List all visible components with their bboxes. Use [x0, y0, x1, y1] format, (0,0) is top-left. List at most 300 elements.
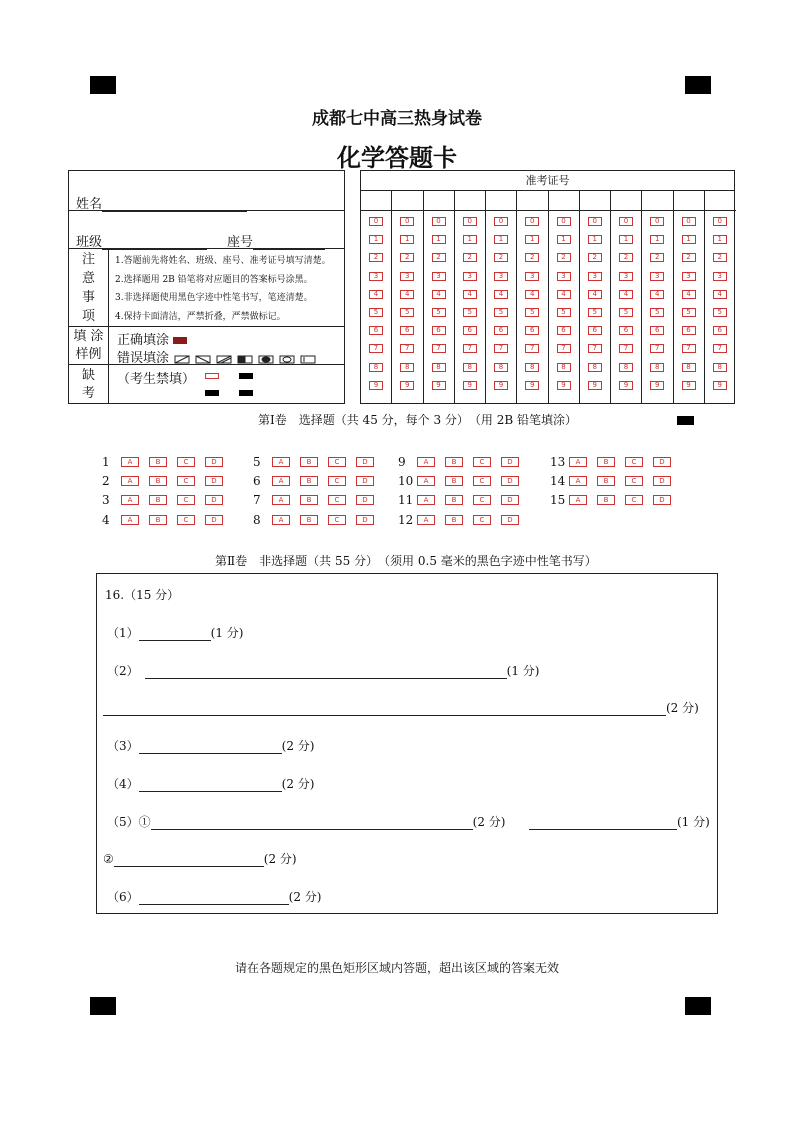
digit-bubble[interactable]: 8 — [463, 363, 477, 372]
option-bubble-c[interactable]: C — [328, 457, 346, 467]
class-label: 班级 — [76, 235, 103, 250]
option-bubble-d[interactable]: D — [205, 495, 223, 505]
exam-number-column — [455, 191, 486, 403]
alignment-mark-bottom-right — [685, 997, 711, 1015]
digit-bubble[interactable]: 6 — [463, 326, 477, 335]
option-bubble-a[interactable]: A — [569, 476, 587, 486]
option-bubble-a[interactable]: A — [569, 495, 587, 505]
option-bubble-c[interactable]: C — [177, 515, 195, 525]
exam-number-write-cell[interactable] — [392, 191, 422, 211]
q16-part2 — [107, 662, 539, 679]
digit-bubble[interactable]: 4 — [400, 290, 414, 299]
q16-part2-cont — [103, 699, 699, 716]
digit-bubble[interactable]: 2 — [494, 253, 508, 262]
digit-bubble[interactable]: 3 — [369, 272, 383, 281]
example-row — [69, 327, 344, 365]
exam-number-column — [674, 191, 705, 403]
question-number: 5 — [253, 455, 261, 469]
option-bubble-a[interactable]: A — [417, 515, 435, 525]
digit-bubble[interactable]: 4 — [588, 290, 602, 299]
notes-row — [69, 249, 344, 327]
exam-number-write-cell[interactable] — [705, 191, 736, 211]
option-bubble-b[interactable]: B — [445, 495, 463, 505]
answer-blank[interactable] — [114, 854, 264, 867]
section2-title: 第Ⅱ卷 非选择题（共 55 分） （须用 0.5 毫米的黑色字迹中性笔书写） — [215, 554, 597, 568]
option-bubble-b[interactable]: B — [149, 476, 167, 486]
digit-bubble[interactable]: 1 — [713, 235, 727, 244]
option-bubble-c[interactable]: C — [328, 515, 346, 525]
example-label-line: 样例 — [75, 347, 102, 362]
digit-bubble[interactable]: 6 — [650, 326, 664, 335]
digit-bubble[interactable]: 1 — [463, 235, 477, 244]
digit-bubble[interactable]: 1 — [369, 235, 383, 244]
digit-bubble[interactable]: 6 — [494, 326, 508, 335]
option-bubble-b[interactable]: B — [597, 457, 615, 467]
option-bubble-b[interactable]: B — [445, 515, 463, 525]
footer-note: 请在各题规定的黑色矩形区域内答题，超出该区域的答案无效 — [234, 961, 559, 975]
option-bubble-a[interactable]: A — [272, 476, 290, 486]
option-bubble-d[interactable]: D — [356, 476, 374, 486]
digit-bubble[interactable]: 9 — [682, 381, 696, 390]
digit-bubble[interactable]: 3 — [432, 272, 446, 281]
digit-bubble[interactable]: 5 — [400, 308, 414, 317]
answer-blank[interactable] — [139, 892, 289, 905]
absent-label — [69, 365, 109, 404]
exam-number-grid — [360, 170, 735, 404]
card-title: 化学答题卡 — [337, 143, 457, 172]
digit-bubble[interactable]: 2 — [619, 253, 633, 262]
digit-bubble[interactable]: 1 — [400, 235, 414, 244]
digit-bubble[interactable]: 7 — [588, 344, 602, 353]
q16-answer-box — [96, 573, 718, 914]
digit-bubble[interactable]: 3 — [525, 272, 539, 281]
option-bubble-d[interactable]: D — [205, 476, 223, 486]
digit-bubble[interactable]: 0 — [713, 217, 727, 226]
digit-bubble[interactable]: 9 — [713, 381, 727, 390]
digit-bubble[interactable]: 3 — [463, 272, 477, 281]
notes-list — [115, 252, 331, 326]
digit-bubble[interactable]: 1 — [588, 235, 602, 244]
digit-bubble[interactable]: 9 — [650, 381, 664, 390]
note-item: 3.非选择题使用黑色字迹中性笔书写，笔迹清楚。 — [115, 293, 313, 303]
absent-mark — [239, 390, 253, 396]
digit-bubble[interactable]: 9 — [400, 381, 414, 390]
digit-bubble[interactable]: 5 — [619, 308, 633, 317]
example-label — [69, 327, 109, 364]
points: (2 分) — [472, 815, 506, 829]
example-label-line: 填 涂 — [73, 329, 104, 344]
digit-bubble[interactable]: 0 — [588, 217, 602, 226]
exam-number-column — [611, 191, 642, 403]
option-bubble-c[interactable]: C — [625, 495, 643, 505]
digit-bubble[interactable]: 4 — [494, 290, 508, 299]
digit-bubble[interactable]: 2 — [400, 253, 414, 262]
option-bubble-b[interactable]: B — [300, 495, 318, 505]
digit-bubble[interactable]: 5 — [432, 308, 446, 317]
exam-number-column — [517, 191, 548, 403]
q16-part6 — [107, 888, 321, 905]
digit-bubble[interactable]: 1 — [619, 235, 633, 244]
digit-bubble[interactable]: 9 — [557, 381, 571, 390]
option-bubble-a[interactable]: A — [417, 457, 435, 467]
digit-bubble[interactable]: 7 — [619, 344, 633, 353]
option-bubble-d[interactable]: D — [653, 476, 671, 486]
option-bubble-a[interactable]: A — [272, 457, 290, 467]
digit-bubble[interactable]: 3 — [619, 272, 633, 281]
exam-number-column — [705, 191, 736, 403]
digit-bubble[interactable]: 5 — [369, 308, 383, 317]
option-bubble-d[interactable]: D — [205, 515, 223, 525]
digit-bubble[interactable]: 8 — [400, 363, 414, 372]
exam-number-column — [486, 191, 517, 403]
option-bubble-d[interactable]: D — [501, 457, 519, 467]
option-bubble-d[interactable]: D — [501, 476, 519, 486]
option-bubble-c[interactable]: C — [177, 495, 195, 505]
option-bubble-d[interactable]: D — [653, 457, 671, 467]
digit-bubble[interactable]: 2 — [650, 253, 664, 262]
q16-part1 — [107, 624, 243, 641]
digit-bubble[interactable]: 5 — [494, 308, 508, 317]
digit-bubble[interactable]: 8 — [525, 363, 539, 372]
digit-bubble[interactable]: 9 — [525, 381, 539, 390]
correct-example — [117, 329, 187, 348]
name-label: 姓名 — [76, 197, 103, 212]
points: (2 分) — [666, 701, 699, 715]
option-bubble-a[interactable]: A — [417, 495, 435, 505]
digit-bubble[interactable]: 0 — [494, 217, 508, 226]
exam-number-write-cell[interactable] — [549, 191, 579, 211]
question-number: 4 — [102, 513, 110, 527]
option-bubble-c[interactable]: C — [328, 495, 346, 505]
digit-bubble[interactable]: 7 — [650, 344, 664, 353]
digit-bubble[interactable]: 0 — [557, 217, 571, 226]
exam-number-write-cell[interactable] — [455, 191, 485, 211]
option-bubble-a[interactable]: A — [569, 457, 587, 467]
part-label: （5）① — [107, 815, 151, 829]
part-label: ② — [103, 852, 114, 866]
digit-bubble[interactable]: 5 — [650, 308, 664, 317]
digit-bubble[interactable]: 0 — [682, 217, 696, 226]
question-number: 1 — [102, 455, 110, 469]
digit-bubble[interactable]: 6 — [400, 326, 414, 335]
option-bubble-d[interactable]: D — [356, 495, 374, 505]
option-bubble-d[interactable]: D — [356, 515, 374, 525]
digit-bubble[interactable]: 4 — [432, 290, 446, 299]
digit-bubble[interactable]: 3 — [400, 272, 414, 281]
option-bubble-c[interactable]: C — [177, 476, 195, 486]
option-bubble-d[interactable]: D — [356, 457, 374, 467]
digit-bubble[interactable]: 7 — [400, 344, 414, 353]
option-bubble-c[interactable]: C — [177, 457, 195, 467]
digit-bubble[interactable]: 3 — [557, 272, 571, 281]
alignment-mark-bottom-left — [90, 997, 116, 1015]
part-label: （6） — [107, 890, 139, 904]
digit-bubble[interactable]: 2 — [369, 253, 383, 262]
exam-number-write-cell[interactable] — [642, 191, 672, 211]
option-bubble-a[interactable]: A — [121, 457, 139, 467]
question-number: 6 — [253, 474, 261, 488]
answer-blank[interactable] — [103, 703, 666, 716]
digit-bubble[interactable]: 0 — [525, 217, 539, 226]
digit-bubble[interactable]: 4 — [650, 290, 664, 299]
option-bubble-c[interactable]: C — [328, 476, 346, 486]
digit-bubble[interactable]: 8 — [369, 363, 383, 372]
digit-bubble[interactable]: 6 — [525, 326, 539, 335]
digit-bubble[interactable]: 2 — [682, 253, 696, 262]
part-label: （1） — [107, 626, 139, 640]
digit-bubble[interactable]: 1 — [650, 235, 664, 244]
exam-number-column — [642, 191, 673, 403]
digit-bubble[interactable]: 3 — [682, 272, 696, 281]
exam-number-write-cell[interactable] — [674, 191, 704, 211]
school-title: 成都七中高三热身试卷 — [312, 109, 482, 129]
note-item: 4.保持卡面清洁，严禁折叠，严禁做标记。 — [115, 311, 286, 322]
option-bubble-d[interactable]: D — [205, 457, 223, 467]
note-item: 2.选择题用 2B 铅笔将对应题目的答案标号涂黑。 — [115, 274, 313, 285]
option-bubble-a[interactable]: A — [121, 515, 139, 525]
question-number: 12 — [398, 513, 414, 527]
part-label: （4） — [107, 777, 139, 791]
digit-bubble[interactable]: 8 — [557, 363, 571, 372]
q16-title: 16.（15 分） — [105, 588, 180, 602]
alignment-mark-top-left — [90, 76, 116, 94]
digit-bubble[interactable]: 2 — [557, 253, 571, 262]
answer-blank[interactable] — [139, 628, 211, 641]
absent-mark — [205, 390, 219, 396]
digit-bubble[interactable]: 6 — [619, 326, 633, 335]
q16-part5-b — [103, 850, 297, 867]
digit-bubble[interactable]: 2 — [713, 253, 727, 262]
absent-note: （考生禁填） — [117, 372, 196, 387]
question-number: 13 — [550, 455, 566, 469]
exam-number-write-cell[interactable] — [361, 191, 391, 211]
digit-bubble[interactable]: 9 — [369, 381, 383, 390]
absent-bubble[interactable] — [205, 373, 219, 379]
option-bubble-c[interactable]: C — [473, 515, 491, 525]
option-bubble-a[interactable]: A — [121, 495, 139, 505]
digit-bubble[interactable]: 4 — [713, 290, 727, 299]
q16-part5 — [107, 813, 505, 830]
option-bubble-b[interactable]: B — [445, 476, 463, 486]
option-bubble-c[interactable]: C — [473, 457, 491, 467]
exam-number-column — [392, 191, 423, 403]
alignment-mark-small — [677, 416, 694, 425]
answer-blank[interactable] — [151, 817, 473, 830]
digit-bubble[interactable]: 4 — [369, 290, 383, 299]
digit-bubble[interactable]: 5 — [713, 308, 727, 317]
digit-bubble[interactable]: 8 — [650, 363, 664, 372]
digit-bubble[interactable]: 2 — [588, 253, 602, 262]
question-number: 2 — [102, 474, 110, 488]
exam-number-write-cell[interactable] — [486, 191, 516, 211]
note-item: 1.答题前先将姓名、班级、座号、准考证号填写清楚。 — [115, 256, 331, 266]
points: (2 分) — [281, 777, 315, 791]
digit-bubble[interactable]: 0 — [369, 217, 383, 226]
option-bubble-a[interactable]: A — [272, 495, 290, 505]
digit-bubble[interactable]: 6 — [682, 326, 696, 335]
answer-blank[interactable] — [139, 741, 282, 754]
digit-bubble[interactable]: 7 — [557, 344, 571, 353]
name-row — [69, 171, 344, 211]
digit-bubble[interactable]: 7 — [713, 344, 727, 353]
digit-bubble[interactable]: 6 — [713, 326, 727, 335]
digit-bubble[interactable]: 7 — [432, 344, 446, 353]
digit-bubble[interactable]: 6 — [369, 326, 383, 335]
question-number: 10 — [398, 474, 414, 488]
option-bubble-b[interactable]: B — [149, 457, 167, 467]
digit-bubble[interactable]: 9 — [463, 381, 477, 390]
exam-number-column — [549, 191, 580, 403]
digit-bubble[interactable]: 8 — [432, 363, 446, 372]
answer-blank[interactable] — [145, 666, 507, 679]
digit-bubble[interactable]: 5 — [682, 308, 696, 317]
digit-bubble[interactable]: 9 — [494, 381, 508, 390]
digit-bubble[interactable]: 0 — [650, 217, 664, 226]
digit-bubble[interactable]: 1 — [432, 235, 446, 244]
option-bubble-b[interactable]: B — [300, 476, 318, 486]
option-bubble-a[interactable]: A — [417, 476, 435, 486]
question-number: 8 — [253, 513, 261, 527]
digit-bubble[interactable]: 8 — [494, 363, 508, 372]
notes-label-char: 意 — [81, 271, 95, 286]
digit-bubble[interactable]: 7 — [463, 344, 477, 353]
exam-number-label: 准考证号 — [361, 171, 734, 191]
digit-bubble[interactable]: 9 — [619, 381, 633, 390]
digit-bubble[interactable]: 4 — [682, 290, 696, 299]
digit-bubble[interactable]: 8 — [619, 363, 633, 372]
exam-number-column — [424, 191, 455, 403]
points: (1 分) — [210, 626, 244, 640]
option-bubble-a[interactable]: A — [272, 515, 290, 525]
question-number: 15 — [550, 493, 566, 507]
option-bubble-b[interactable]: B — [445, 457, 463, 467]
digit-bubble[interactable]: 5 — [588, 308, 602, 317]
digit-bubble[interactable]: 7 — [369, 344, 383, 353]
seat-label: 座号 — [227, 235, 254, 250]
q16-part4 — [107, 775, 314, 792]
notes-label-char: 事 — [81, 290, 95, 305]
option-bubble-d[interactable]: D — [501, 515, 519, 525]
digit-bubble[interactable]: 1 — [494, 235, 508, 244]
digit-bubble[interactable]: 3 — [588, 272, 602, 281]
absent-mark — [239, 373, 253, 379]
digit-bubble[interactable]: 0 — [432, 217, 446, 226]
section1-title: 第Ⅰ卷 选择题（共 45 分，每个 3 分） （用 2B 铅笔填涂） — [258, 413, 577, 427]
digit-bubble[interactable]: 3 — [713, 272, 727, 281]
notes-label — [69, 249, 109, 326]
digit-bubble[interactable]: 3 — [494, 272, 508, 281]
digit-bubble[interactable]: 7 — [525, 344, 539, 353]
alignment-mark-top-right — [685, 76, 711, 94]
digit-bubble[interactable]: 5 — [557, 308, 571, 317]
digit-bubble[interactable]: 2 — [432, 253, 446, 262]
digit-bubble[interactable]: 7 — [682, 344, 696, 353]
digit-bubble[interactable]: 1 — [525, 235, 539, 244]
option-bubble-d[interactable]: D — [501, 495, 519, 505]
digit-bubble[interactable]: 2 — [463, 253, 477, 262]
option-bubble-b[interactable]: B — [300, 515, 318, 525]
option-bubble-c[interactable]: C — [473, 495, 491, 505]
exam-number-write-cell[interactable] — [611, 191, 641, 211]
digit-bubble[interactable]: 8 — [713, 363, 727, 372]
digit-bubble[interactable]: 6 — [432, 326, 446, 335]
question-number: 9 — [398, 455, 406, 469]
digit-bubble[interactable]: 2 — [525, 253, 539, 262]
digit-bubble[interactable]: 4 — [619, 290, 633, 299]
digit-bubble[interactable]: 1 — [682, 235, 696, 244]
part-label: （3） — [107, 739, 139, 753]
option-bubble-b[interactable]: B — [597, 495, 615, 505]
option-bubble-b[interactable]: B — [597, 476, 615, 486]
class-field[interactable] — [102, 236, 207, 250]
digit-bubble[interactable]: 5 — [525, 308, 539, 317]
digit-bubble[interactable]: 9 — [432, 381, 446, 390]
digit-bubble[interactable]: 4 — [525, 290, 539, 299]
option-bubble-c[interactable]: C — [473, 476, 491, 486]
option-bubble-a[interactable]: A — [121, 476, 139, 486]
digit-bubble[interactable]: 9 — [588, 381, 602, 390]
option-bubble-b[interactable]: B — [149, 515, 167, 525]
question-number: 14 — [550, 474, 566, 488]
absent-label-line: 缺 — [81, 368, 95, 383]
option-bubble-b[interactable]: B — [300, 457, 318, 467]
class-row — [69, 211, 344, 249]
absent-label-line: 考 — [81, 386, 95, 401]
exam-number-write-cell[interactable] — [580, 191, 610, 211]
option-bubble-c[interactable]: C — [625, 457, 643, 467]
exam-number-write-cell[interactable] — [424, 191, 454, 211]
digit-bubble[interactable]: 0 — [619, 217, 633, 226]
filled-mark-sample — [173, 337, 187, 344]
digit-bubble[interactable]: 6 — [588, 326, 602, 335]
option-bubble-d[interactable]: D — [653, 495, 671, 505]
points: (1 分) — [677, 815, 710, 829]
part-label: （2） — [107, 664, 139, 678]
answer-blank[interactable] — [139, 779, 282, 792]
wrong-label: 错误填涂 — [117, 351, 170, 366]
absent-row — [69, 365, 344, 404]
points: (1 分) — [506, 664, 540, 678]
exam-number-write-cell[interactable] — [517, 191, 547, 211]
seat-field[interactable] — [253, 236, 325, 250]
digit-bubble[interactable]: 1 — [557, 235, 571, 244]
answer-blank[interactable] — [529, 817, 677, 830]
digit-bubble[interactable]: 7 — [494, 344, 508, 353]
digit-bubble[interactable]: 5 — [463, 308, 477, 317]
notes-label-char: 项 — [81, 309, 95, 324]
digit-bubble[interactable]: 8 — [682, 363, 696, 372]
digit-bubble[interactable]: 6 — [557, 326, 571, 335]
option-bubble-c[interactable]: C — [625, 476, 643, 486]
student-info-box — [68, 170, 345, 404]
points: (2 分) — [288, 890, 322, 904]
digit-bubble[interactable]: 8 — [588, 363, 602, 372]
digit-bubble[interactable]: 3 — [650, 272, 664, 281]
question-number: 11 — [398, 493, 414, 507]
digit-bubble[interactable]: 4 — [463, 290, 477, 299]
points: (2 分) — [281, 739, 315, 753]
exam-number-column — [361, 191, 392, 403]
digit-bubble[interactable]: 0 — [400, 217, 414, 226]
wrong-mark-samples — [173, 354, 321, 364]
digit-bubble[interactable]: 4 — [557, 290, 571, 299]
question-number: 3 — [102, 493, 110, 507]
points: (2 分) — [263, 852, 297, 866]
digit-bubble[interactable]: 0 — [463, 217, 477, 226]
option-bubble-b[interactable]: B — [149, 495, 167, 505]
name-field[interactable] — [102, 198, 247, 212]
q16-part3 — [107, 737, 314, 754]
